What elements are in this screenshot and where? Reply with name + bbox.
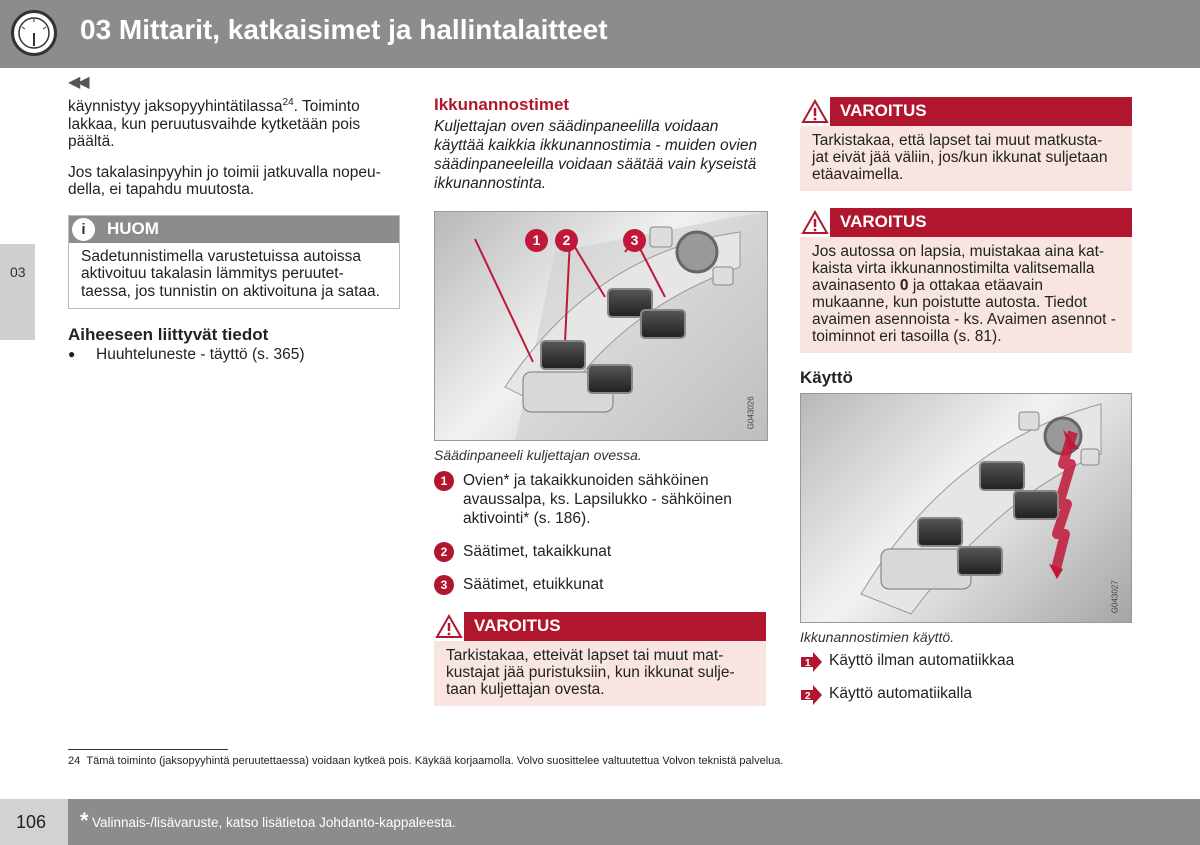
number-badge: 2 [434,542,454,562]
warning-body [800,237,1132,353]
section-title: Ikkunannostimet [434,95,570,114]
warning-body: Tarkistakaa, että lapset tai muut matkusta- jat eivät jää väliin, jos/kun ikkunat suljetaan etäavaimella. [812,132,1108,183]
list-item [800,651,1132,670]
image-caption: Säädinpaneeli kuljettajan ovessa. [434,446,642,463]
paragraph-2: Jos takalasinpyyhin jo toimii jatkuvalla nopeu- della, ei tapahdu muutosta. [68,163,381,198]
rear-window-switch-left[interactable] [917,517,963,547]
back-arrows-icon[interactable]: ◀◀ [68,74,87,91]
warning-box [434,612,766,706]
chapter-tab[interactable]: 03 [0,244,35,340]
paragraph-1-text: käynnistyy jaksopyyhintätilassa [68,98,283,115]
warning-body: Tarkistakaa, etteivät lapset tai muut mat- kustajat jää puristuksiin, kun ikkunat sulje- taan kuljettajan ovesta. [446,647,735,698]
control-panel-photo [434,211,768,441]
related-item-link[interactable]: Huuhteluneste - täyttö (s. 365) [96,345,305,363]
image-code: G043027 [1110,579,1120,613]
list-item-text: Ovien* ja takaikkunoiden sähköinen avaussalpa, ks. Lapsilukko - sähköinen aktivointi* (s. 186). [463,472,732,527]
gauge-icon [11,10,57,56]
arrow-1-icon [800,652,822,672]
svg-text:2: 2 [805,691,811,702]
footnote-number: 24 [68,755,81,767]
page-header [0,0,1200,68]
warning-icon [800,97,830,126]
list-item [434,471,766,528]
warning-text: Jos autossa on lapsia, muistakaa aina kat- kaista virta ikkunannostimilta valitsemalla avainasento [812,243,1105,294]
front-window-switch-right[interactable] [1013,490,1059,520]
column-1 [68,98,400,363]
legend-list [434,471,766,594]
image-code: G043026 [746,395,756,429]
star-icon: * [80,808,89,833]
list-item [800,684,1132,703]
callout-2: 2 [555,229,578,252]
list-item [434,575,766,594]
image-caption: Ikkunannostimien käyttö. [800,628,955,645]
page-title: 03 Mittarit, katkaisimet ja hallintalaitteet [80,14,608,45]
footnote [68,755,783,767]
list-item-text: Säätimet, etuikkunat [463,576,604,593]
column-2 [434,96,766,706]
related-title: Aiheeseen liittyvät tiedot [68,325,269,344]
page-number: 106 [0,799,68,845]
panel-illustration [435,212,768,441]
paragraph-1 [68,98,400,151]
warning-title: VAROITUS [474,616,561,635]
note-body: Sadetunnistimella varustetuissa autoissa aktivoituu takalasin lämmitys peruutet- taessa, jos tunnistin on aktivoituna ja sataa. [81,247,380,300]
footnote-text: Tämä toiminto (jaksopyyhintä peruutettaessa) voidaan kytkeä pois. Käykää korjaamolla. Volvo suosittelee valtuutettua Volvon teknistä palvelua. [86,755,784,767]
warning-text-end: ja ottakaa etäavain mukaanne, kun poistutte autosta. Tiedot avaimen asennoista - ks. Avaimen asennot - toiminnot eri tasoilla (s. 81). [812,277,1116,345]
list-item-text: Säätimet, takaikkunat [463,543,612,560]
arrow-2-icon [800,685,822,705]
warning-box [800,208,1132,353]
front-window-switch-left[interactable] [979,461,1025,491]
number-badge: 3 [434,575,454,595]
warning-header [434,612,766,641]
info-icon: i [72,218,95,241]
note-header [69,216,399,243]
list-item-text: Käyttö automatiikalla [829,685,973,702]
warning-icon [800,208,830,237]
list-item [434,542,766,561]
list-item-text: Käyttö ilman automatiikkaa [829,652,1015,669]
section-intro: Kuljettajan oven säädinpaneelilla voidaan käyttää kaikkia ikkunannostimia - muiden ovien säädinpaneeleilla voidaan säätää vain kyseistä ikkunannostinta. [434,117,758,192]
footer-text: Valinnais-/lisävaruste, katso lisätietoa Johdanto-kappaleesta. [92,815,456,830]
paragraph-1-text-end: . Toiminto lakkaa, kun peruutusvaihde kytketään pois päältä. [68,98,361,150]
number-badge: 1 [434,471,454,491]
operation-photo [800,393,1132,623]
warning-title: VAROITUS [840,212,927,231]
column-3 [800,97,1132,717]
key-position: 0 [899,277,909,294]
rear-window-switch-left[interactable] [540,340,586,370]
callout-3: 3 [623,229,646,252]
note-title: HUOM [107,218,159,238]
callout-1: 1 [525,229,548,252]
footnote-divider [68,749,228,750]
legend-list [800,651,1132,703]
warning-title: VAROITUS [840,101,927,120]
warning-icon [434,612,464,641]
warning-box [800,97,1132,191]
footnote-ref[interactable]: 24 [282,96,294,108]
rear-window-switch-right[interactable] [957,546,1003,576]
bullet-icon: ● [68,346,76,361]
subsection-title: Käyttö [800,368,853,387]
related-item[interactable] [68,346,400,364]
note-box [68,215,400,310]
warning-header [800,97,1132,126]
operation-illustration [801,394,1132,623]
svg-text:1: 1 [805,658,811,669]
front-window-switch-right[interactable] [640,309,686,339]
rear-window-switch-right[interactable] [587,364,633,394]
warning-header [800,208,1132,237]
